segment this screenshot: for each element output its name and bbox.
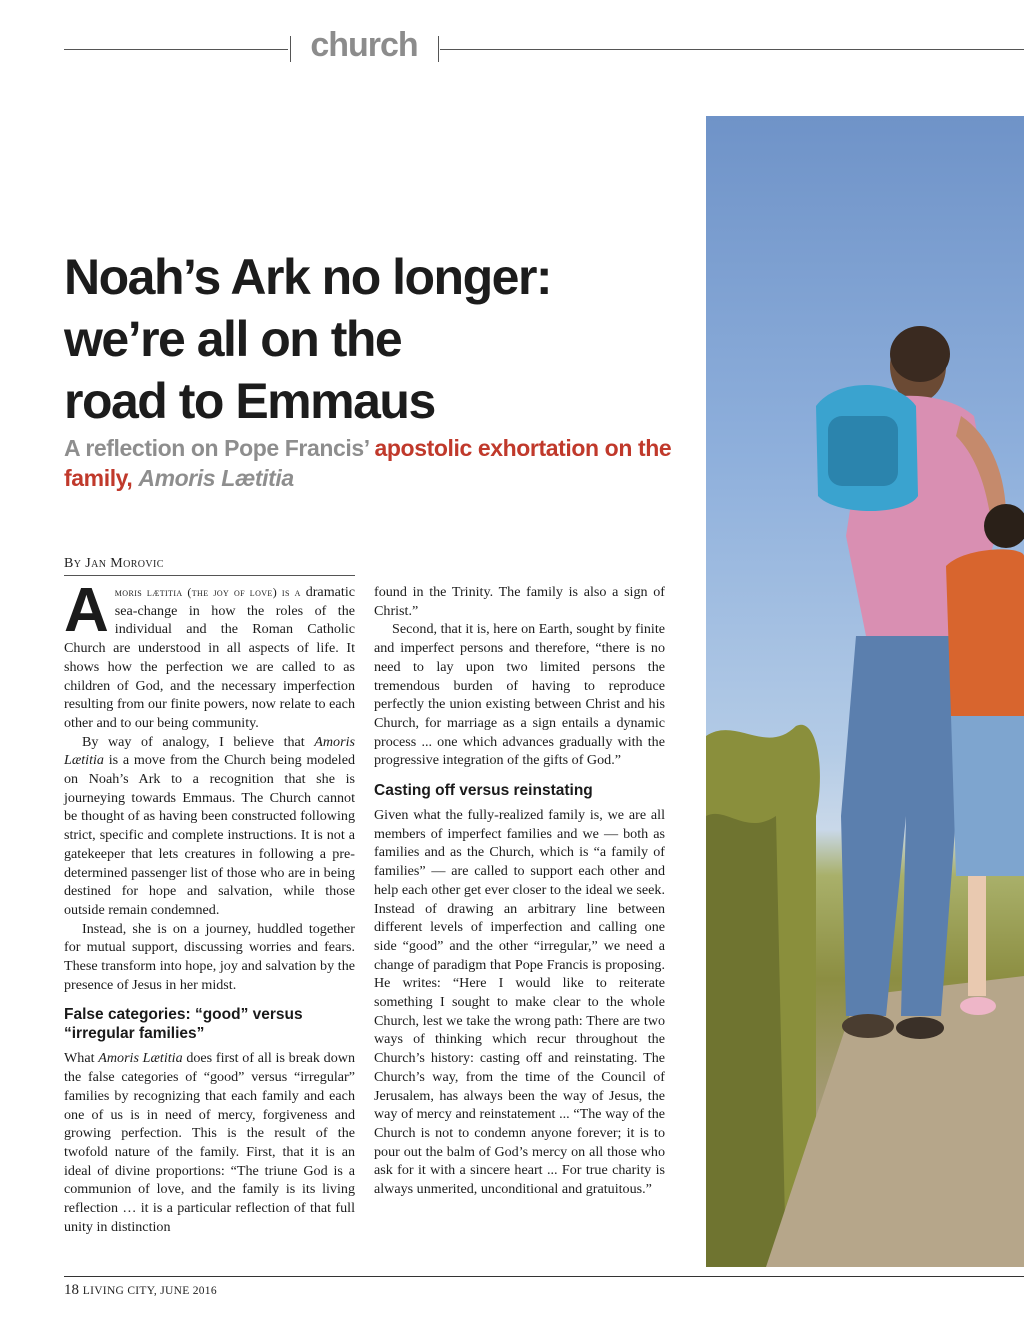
article-paragraph-3: Instead, she is on a journey, huddled together for mutual support, discussing worries and fears. These transform into hope, joy and salvation by the presence of Jesus in her midst. (64, 920, 355, 993)
paragraph-2-text-b: is a move from the Church being modeled on Noah’s Ark to a recognition that she is journeying towards Emmaus. The Church cannot be thought of as having been constructed following strict, specific and complete instructions. It is not a gatekeeper that lets creatures in following a pre-determined passenger list of those who are in being destined for hope and salvation, while those outside remain condemned. (64, 752, 355, 918)
article-column-2 (374, 583, 665, 1199)
article-paragraph-6: Second, that it is, here on Earth, sought by finite and imperfect persons and therefore, “there is no need to lay upon two limited persons the tremendous burden of having to reproduce perfectly the union existing between Christ and his Church, for marriage as a sign entails a dynamic process ... one which advances gradually with the progressive integration of the gifts of God.” (374, 621, 665, 769)
header-rule-right (440, 49, 1024, 50)
article-column-1 (64, 576, 355, 1237)
subhead-casting-off: Casting off versus reinstating (374, 782, 593, 800)
article-paragraph-7: Given what the fully-realized family is, we are all members of imperfect families and we — both as families and as the Church, which is “a family of families” — are called to support each other and help each other get ever closer to the ideal we seek. Instead of drawing an arbitrary line between different levels of imperfection and calling one side “good” and the other “irregular,” we need a change of paradigm that Pope Francis is proposing. He writes: “Here I would like to reiterate something I sought to make clear to the whole Church, lest we take the wrong path: There are two ways of thinking which recur throughout the Church’s history: casting off and reinstating. The Church’s way, from the time of the Council of Jerusalem, has always been the way of Jesus, the way of mercy and reinstatement ... “The way of the Church is not to condemn anyone forever; it is to pour out the balm of God’s mercy on all those who ask for it with a sincere heart ... For true charity is always unmerited, unconditional and gratuitous.” (374, 807, 665, 1198)
hikers-illustration (706, 116, 1024, 1267)
section-label: church (310, 26, 418, 64)
dek-part-2: apostolic exhortation on the family, (64, 435, 672, 491)
page-number: 18 (64, 1282, 79, 1298)
byline: By Jan Morovic (64, 556, 164, 571)
subheadline (64, 433, 684, 493)
article-paragraph-5: found in the Trinity. The family is also a sign of Christ.” (374, 584, 665, 619)
header-rule-tick-left (290, 36, 291, 62)
article-paragraph-4 (64, 1049, 355, 1236)
article-photo (706, 116, 1024, 1267)
drop-cap: A (64, 576, 109, 645)
article-paragraph-1 (64, 576, 355, 733)
header-rule-left (64, 49, 288, 50)
footer-rule (64, 1276, 1024, 1277)
header-rule-tick-right (438, 36, 439, 62)
dek-part-1: A reflection on Pope Francis’ (64, 435, 375, 461)
subhead-false-categories: False categories: “good” versus “irregular families” (64, 1006, 303, 1043)
publication-line: LIVING CITY, JUNE 2016 (82, 1285, 217, 1297)
paragraph-2-text-a: By way of analogy, I believe that (82, 733, 315, 750)
headline-line-1: Noah’s Ark no longer: (64, 249, 552, 305)
paragraph-4-text-a: What (64, 1050, 99, 1067)
headline (64, 246, 704, 432)
dek-part-3: Amoris Lætitia (138, 465, 294, 491)
paragraph-4-text-b: does first of all is break down the false categories of “good” versus “irregular” families by recognizing that each family and each one of us is in need of mercy, forgiveness and growing perfection. This is the result of the twofold nature of the family. First, that it is an ideal of divine proportions: “The triune God is a communion of love, and the family is its living reflection … it is a particular reflection of that full unity in distinction (64, 1050, 355, 1235)
headline-line-3: road to Emmaus (64, 373, 435, 429)
page-footer (64, 1282, 217, 1299)
paragraph-4-title: Amoris Lætitia (98, 1050, 183, 1067)
paragraph-2-title: Amoris Lætitia (64, 733, 355, 769)
headline-line-2: we’re all on the (64, 311, 402, 367)
article-paragraph-2 (64, 733, 355, 920)
lead-in: moris lætitia (the joy of love) is a (114, 585, 301, 599)
paragraph-1-text: dramatic sea-change in how the roles of the individual and the Roman Catholic Church are understood in all aspects of life. It shows how the perfection we are called to as children of God, and the necessary imperfection resulting from our finite powers, now relate to each other and to our being community. (64, 584, 355, 731)
